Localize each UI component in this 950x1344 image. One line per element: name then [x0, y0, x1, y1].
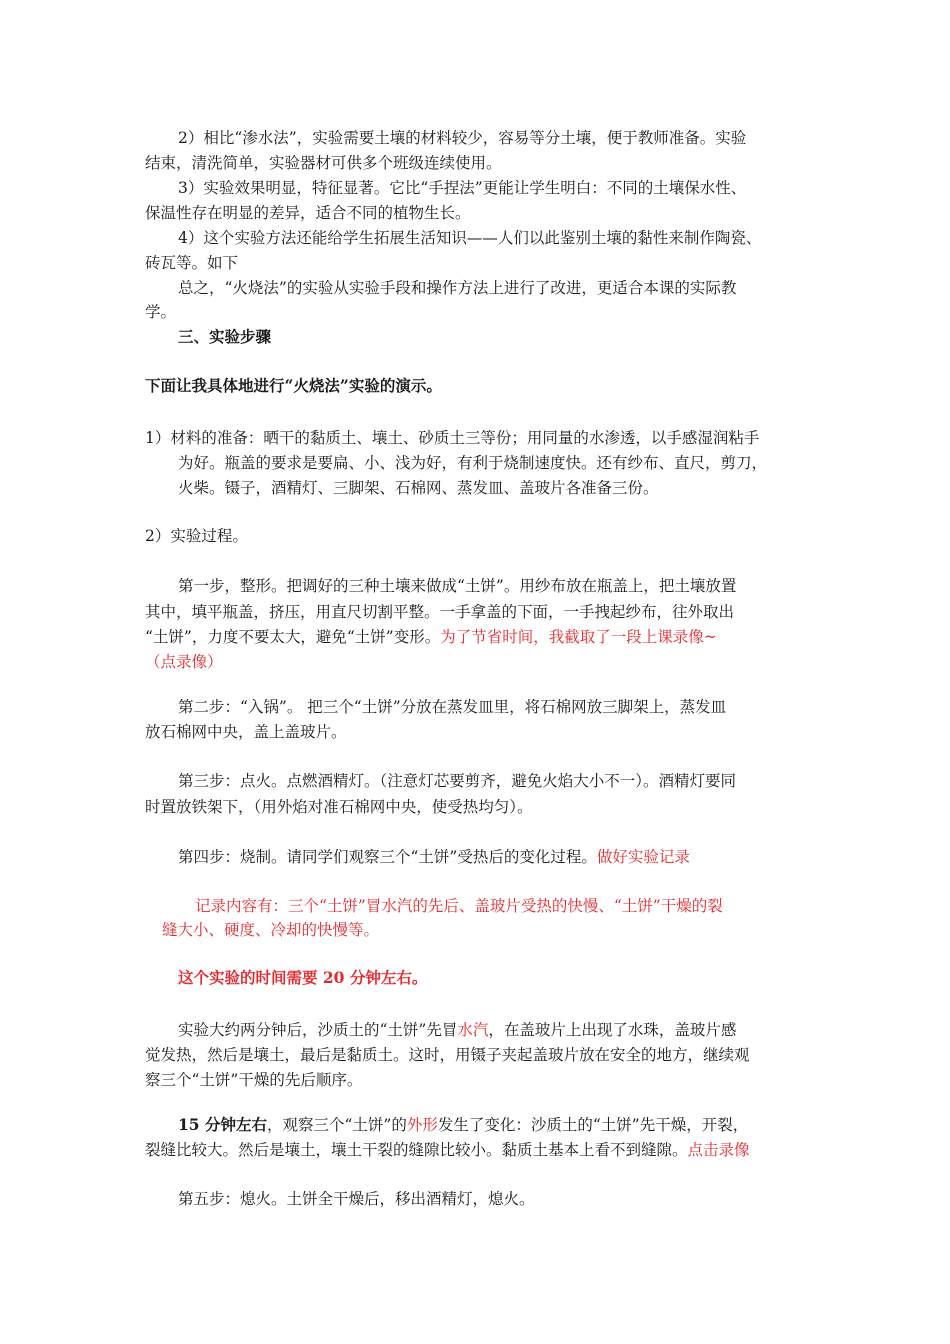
- process-heading: 2）实验过程。: [145, 527, 248, 545]
- observation-1-line-2: 觉发热，然后是壤土，最后是黏质土。这时，用镊子夹起盖玻片放在安全的地方，继续观: [145, 1046, 750, 1064]
- record-contents-line-1: 记录内容有：三个“土饼”冒水汽的先后、盖玻片受热的快慢、“土饼”干燥的裂: [195, 897, 723, 915]
- step2-line-1: 第二步：“入锅”。 把三个“土饼”分放在蒸发皿里，将石棉网放三脚架上，蒸发皿: [178, 698, 727, 716]
- observation-1-line-3: 察三个“土饼”干燥的先后顺序。: [145, 1071, 363, 1089]
- observation-2-line-1: [178, 1113, 748, 1137]
- step3-line-2: 时置放铁架下，（用外焰对准石棉网中央，使受热均匀）。: [145, 798, 533, 816]
- materials-line-2: 为好。瓶盖的要求是要扁、小、浅为好，有利于烧制速度快。还有纱布、直尺，剪刀，: [178, 454, 768, 472]
- step5-line: 第五步：熄火。土饼全干燥后，移出酒精灯，熄火。: [178, 1190, 535, 1208]
- step4-line: [178, 845, 690, 869]
- obs2-text-line2: 裂缝比较大。然后是壤土，壤土干裂的缝隙比较小。黏质土基本上看不到缝隙。: [145, 1141, 688, 1159]
- materials-line-1: 1）材料的准备：晒干的黏质土、壤土、砂质土三等份；用同量的水渗透，以手感湿润粘手: [145, 429, 760, 447]
- time-note: 这个实验的时间需要 20 分钟左右。: [178, 968, 428, 987]
- obs1-text-a: 实验大约两分钟后，沙质土的“土饼”先冒: [178, 1021, 458, 1039]
- advantage-4-line-1: 4）这个实验方法还能给学生拓展生活知识——人们以此鉴别土壤的黏性来制作陶瓷、: [178, 229, 762, 247]
- summary-line-1: 总之，“火烧法”的实验从实验手段和操作方法上进行了改进，更适合本课的实际教: [178, 279, 737, 297]
- obs2-text-b: ，观察三个“土饼”的: [266, 1116, 407, 1134]
- play-video-link[interactable]: （点录像）: [145, 653, 223, 671]
- demo-intro: 下面让我具体地进行“火烧法”实验的演示。: [145, 376, 442, 395]
- obs2-highlight-shape: 外形: [406, 1116, 438, 1134]
- video-note-link[interactable]: 为了节省时间，我截取了一段上课录像~: [440, 628, 717, 646]
- obs2-time: 15 分钟左右: [178, 1115, 267, 1134]
- step1-line-1: 第一步，整形。把调好的三种土壤来做成“土饼”。用纱布放在瓶盖上，把土壤放置: [178, 577, 737, 595]
- advantage-2-line-1: 2）相比“渗水法”，实验需要土壤的材料较少，容易等分土壤，便于教师准备。实验: [178, 129, 747, 147]
- step2-line-2: 放石棉网中央，盖上盖玻片。: [145, 723, 347, 741]
- step4-text: 第四步：烧制。请同学们观察三个“土饼”受热后的变化过程。: [178, 848, 597, 866]
- record-contents-line-2: 缝大小、硬度、冷却的快慢等。: [162, 921, 380, 939]
- obs1-highlight-vapor: 水汽: [457, 1021, 489, 1039]
- step1-line-2: 其中，填平瓶盖，挤压，用直尺切割平整。一手拿盖的下面，一手拽起纱布，往外取出: [145, 603, 735, 621]
- summary-line-2: 学。: [145, 303, 177, 321]
- step1-line-3: [145, 625, 717, 649]
- obs2-text-d: 发生了变化：沙质土的“土饼”先干燥，开裂，: [437, 1116, 749, 1134]
- observation-1-line-1: [178, 1018, 736, 1042]
- materials-line-3: 火柴。镊子，酒精灯、三脚架、石棉网、蒸发皿、盖玻片各准备三份。: [178, 479, 659, 497]
- advantage-2-line-2: 结束，清洗简单，实验器材可供多个班级连续使用。: [145, 154, 502, 172]
- obs1-text-c: ，在盖玻片上出现了水珠，盖玻片感: [488, 1021, 737, 1039]
- section-heading-steps: 三、实验步骤: [178, 327, 272, 346]
- advantage-3-line-1: 3）实验效果明显，特征显著。它比“手捏法”更能让学生明白：不同的土壤保水性、: [178, 179, 747, 197]
- advantage-3-line-2: 保温性存在明显的差异，适合不同的植物生长。: [145, 204, 471, 222]
- advantage-4-line-2: 砖瓦等。如下: [145, 254, 239, 272]
- record-note: 做好实验记录: [596, 848, 690, 866]
- observation-2-line-2: [145, 1138, 750, 1162]
- click-video-link[interactable]: 点击录像: [687, 1141, 750, 1159]
- step3-line-1: 第三步：点火。点燃酒精灯。（注意灯芯要剪齐，避免火焰大小不一）。酒精灯要同: [178, 772, 737, 790]
- step1-line-3-text: “土饼”，力度不要太大，避免“土饼”变形。: [145, 628, 441, 646]
